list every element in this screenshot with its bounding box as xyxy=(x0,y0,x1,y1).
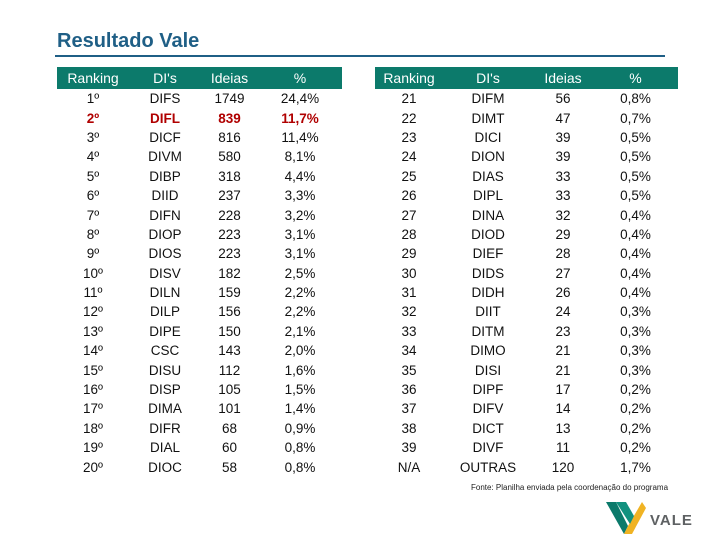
ideias-cell: 33 xyxy=(555,168,571,184)
percent-cell: 3,1% xyxy=(284,226,316,242)
di-cell: DIFM xyxy=(471,91,505,107)
ranking-cell: 4º xyxy=(86,149,100,165)
percent-cell: 3,1% xyxy=(284,246,316,262)
ideias-cell: 47 xyxy=(555,110,571,126)
ideias-cell: 182 xyxy=(218,265,241,281)
ideias-cell: 23 xyxy=(555,323,571,339)
ideias-cell: 56 xyxy=(555,91,571,107)
table-row xyxy=(375,302,678,321)
ranking-cell: 1º xyxy=(86,91,100,107)
table-row xyxy=(375,438,678,457)
ranking-cell: 38 xyxy=(401,420,417,436)
ranking-cell: 19º xyxy=(83,440,103,456)
percent-cell: 2,5% xyxy=(284,265,316,281)
di-cell: DIIT xyxy=(475,304,501,320)
table-row xyxy=(375,264,678,283)
percent-cell: 0,7% xyxy=(620,110,651,126)
percent-cell: 3,2% xyxy=(284,207,316,223)
ideias-cell: 101 xyxy=(218,401,241,417)
percent-cell: 0,3% xyxy=(620,323,651,339)
percent-cell: 24,4% xyxy=(280,91,320,107)
header-percent: % xyxy=(258,67,342,89)
table-row xyxy=(57,244,342,263)
ranking-cell: 14º xyxy=(83,343,103,359)
page-title: Resultado Vale xyxy=(57,30,200,52)
ranking-cell: 16º xyxy=(83,382,103,398)
ideias-cell: 17 xyxy=(555,382,571,398)
di-cell: DIDH xyxy=(471,285,505,301)
ideias-cell: 39 xyxy=(555,149,571,165)
table-row xyxy=(57,302,342,321)
percent-cell: 1,5% xyxy=(284,382,316,398)
ideias-cell: 26 xyxy=(555,285,571,301)
di-cell: CSC xyxy=(150,343,180,359)
percent-cell: 0,5% xyxy=(620,188,651,204)
ranking-cell: 12º xyxy=(83,304,103,320)
percent-cell: 1,7% xyxy=(620,459,651,475)
percent-cell: 0,5% xyxy=(620,129,651,145)
table-row xyxy=(57,225,342,244)
di-cell: DIMT xyxy=(471,110,505,126)
header-ranking: Ranking xyxy=(375,67,443,89)
di-cell: DIPF xyxy=(472,382,504,398)
di-cell: DIMO xyxy=(470,343,506,359)
header-ideias: Ideias xyxy=(533,67,593,89)
ranking-cell: 27 xyxy=(401,207,417,223)
table-row xyxy=(57,89,342,108)
ranking-cell: 30 xyxy=(401,265,417,281)
header-ranking: Ranking xyxy=(57,67,129,89)
table-row xyxy=(57,264,342,283)
percent-cell: 0,4% xyxy=(620,246,651,262)
table-row xyxy=(57,186,342,205)
header-dis: DI's xyxy=(129,67,201,89)
ranking-cell: 26 xyxy=(401,188,417,204)
ranking-cell: 35 xyxy=(401,362,417,378)
percent-cell: 2,0% xyxy=(284,343,316,359)
di-cell: DIBP xyxy=(149,168,181,184)
table-row xyxy=(57,419,342,438)
ranking-cell: 8º xyxy=(86,226,100,242)
di-cell: DIMA xyxy=(148,401,182,417)
ranking-table-left xyxy=(57,67,342,477)
table-header-row xyxy=(57,67,342,89)
ideias-cell: 11 xyxy=(555,440,570,456)
percent-cell: 8,1% xyxy=(284,149,316,165)
table-row xyxy=(375,147,678,166)
table-row xyxy=(375,360,678,379)
ideias-cell: 21 xyxy=(555,362,571,378)
di-cell: DILN xyxy=(149,285,181,301)
vale-logo-text: VALE xyxy=(650,512,693,529)
percent-cell: 0,4% xyxy=(620,226,651,242)
ideias-cell: 68 xyxy=(221,420,238,436)
table-row xyxy=(375,225,678,244)
di-cell: DISU xyxy=(148,362,182,378)
table-row xyxy=(375,283,678,302)
percent-cell: 0,5% xyxy=(620,168,651,184)
ideias-cell: 29 xyxy=(555,226,571,242)
ranking-cell: 25 xyxy=(401,168,417,184)
di-cell: DIPL xyxy=(472,188,503,204)
ranking-cell: 34 xyxy=(401,343,417,359)
ideias-cell: 223 xyxy=(218,226,241,242)
ideias-cell: 60 xyxy=(221,440,238,456)
di-cell: DIAS xyxy=(472,168,504,184)
table-row xyxy=(375,186,678,205)
di-cell: DIFV xyxy=(472,401,504,417)
ideias-cell: 223 xyxy=(218,246,241,262)
ranking-cell: 33 xyxy=(401,323,417,339)
di-cell: DIDS xyxy=(471,265,505,281)
ranking-cell: 9º xyxy=(86,246,100,262)
di-cell: DISP xyxy=(149,382,181,398)
ideias-cell: 33 xyxy=(555,188,571,204)
ranking-cell: 2º xyxy=(86,110,100,126)
ranking-cell: N/A xyxy=(397,459,421,475)
ideias-cell: 228 xyxy=(218,207,241,223)
di-cell: DIEF xyxy=(472,246,504,262)
table-row xyxy=(375,128,678,147)
percent-cell: 4,4% xyxy=(284,168,316,184)
ranking-cell: 37 xyxy=(401,401,417,417)
ideias-cell: 580 xyxy=(218,149,241,165)
percent-cell: 2,1% xyxy=(284,323,316,339)
ranking-cell: 28 xyxy=(401,226,417,242)
ideias-cell: 318 xyxy=(218,168,241,184)
percent-cell: 0,5% xyxy=(620,149,651,165)
ideias-cell: 28 xyxy=(555,246,571,262)
percent-cell: 0,2% xyxy=(620,440,651,456)
ideias-cell: 13 xyxy=(555,420,571,436)
header-percent: % xyxy=(593,67,678,89)
ideias-cell: 120 xyxy=(551,459,575,475)
ranking-cell: 22 xyxy=(401,110,417,126)
percent-cell: 0,9% xyxy=(284,420,316,436)
table-row xyxy=(375,244,678,263)
percent-cell: 0,2% xyxy=(620,401,651,417)
table-row xyxy=(57,380,342,399)
ideias-cell: 159 xyxy=(218,285,241,301)
ranking-cell: 39 xyxy=(401,440,417,456)
table-row xyxy=(57,322,342,341)
ideias-cell: 27 xyxy=(555,265,571,281)
ideias-cell: 14 xyxy=(555,401,571,417)
percent-cell: 2,2% xyxy=(284,285,316,301)
di-cell: DICF xyxy=(149,129,181,145)
percent-cell: 0,3% xyxy=(620,304,651,320)
di-cell: DION xyxy=(471,149,505,165)
di-cell: OUTRAS xyxy=(459,459,517,475)
ranking-cell: 24 xyxy=(401,149,417,165)
ideias-cell: 237 xyxy=(218,188,241,204)
di-cell: DIID xyxy=(151,188,179,204)
ranking-table-right xyxy=(375,67,678,477)
source-footnote: Fonte: Planilha enviada pela coordenação do programa xyxy=(471,483,669,492)
ranking-cell: 7º xyxy=(86,207,100,223)
ranking-cell: 21 xyxy=(401,91,417,107)
di-cell: DIVF xyxy=(472,440,504,456)
di-cell: DIFN xyxy=(149,207,181,223)
di-cell: DIFS xyxy=(149,91,181,107)
table-row xyxy=(375,89,678,108)
ideias-cell: 839 xyxy=(218,110,241,126)
ranking-cell: 29 xyxy=(401,246,417,262)
ideias-cell: 816 xyxy=(218,129,241,145)
percent-cell: 11,7% xyxy=(281,110,319,126)
table-row xyxy=(57,283,342,302)
header-ideias: Ideias xyxy=(201,67,258,89)
header-dis: DI's xyxy=(443,67,533,89)
percent-cell: 11,4% xyxy=(281,129,319,145)
table-row xyxy=(57,108,342,127)
table-row xyxy=(57,167,342,186)
percent-cell: 1,6% xyxy=(284,362,316,378)
percent-cell: 0,8% xyxy=(620,91,651,107)
di-cell: DISI xyxy=(474,362,502,378)
percent-cell: 0,8% xyxy=(284,459,316,475)
ranking-cell: 17º xyxy=(83,401,103,417)
ranking-cell: 31 xyxy=(401,285,417,301)
di-cell: DIPE xyxy=(149,323,181,339)
ranking-cell: 20º xyxy=(83,459,103,475)
ideias-cell: 24 xyxy=(555,304,571,320)
di-cell: DINA xyxy=(471,207,505,223)
ideias-cell: 105 xyxy=(218,382,241,398)
ranking-cell: 32 xyxy=(401,304,417,320)
percent-cell: 0,4% xyxy=(620,265,651,281)
di-cell: DITM xyxy=(471,323,505,339)
ranking-cell: 36 xyxy=(401,382,417,398)
di-cell: DIOS xyxy=(148,246,182,262)
ideias-cell: 21 xyxy=(555,343,571,359)
ideias-cell: 112 xyxy=(218,362,241,378)
percent-cell: 0,2% xyxy=(620,382,651,398)
table-row xyxy=(57,360,342,379)
percent-cell: 0,2% xyxy=(620,420,651,436)
table-row xyxy=(57,457,342,476)
di-cell: DICI xyxy=(474,129,502,145)
di-cell: DIOD xyxy=(471,226,505,242)
table-row xyxy=(375,419,678,438)
ideias-cell: 58 xyxy=(221,459,238,475)
di-cell: DIAL xyxy=(149,440,180,456)
table-row xyxy=(375,380,678,399)
table-row xyxy=(375,399,678,418)
di-cell: DILP xyxy=(149,304,180,320)
table-row xyxy=(57,399,342,418)
ideias-cell: 1749 xyxy=(214,91,245,107)
ranking-cell: 23 xyxy=(401,129,417,145)
table-row xyxy=(375,205,678,224)
table-row xyxy=(57,341,342,360)
ranking-cell: 11º xyxy=(83,285,103,301)
di-cell: DISV xyxy=(149,265,181,281)
table-row xyxy=(375,322,678,341)
ideias-cell: 156 xyxy=(218,304,241,320)
ranking-cell: 13º xyxy=(83,323,103,339)
table-row xyxy=(375,167,678,186)
table-row xyxy=(375,457,678,476)
table-row xyxy=(57,205,342,224)
percent-cell: 0,4% xyxy=(620,207,651,223)
ranking-cell: 15º xyxy=(83,362,103,378)
ranking-cell: 6º xyxy=(86,188,100,204)
percent-cell: 0,8% xyxy=(284,440,316,456)
table-row xyxy=(57,128,342,147)
ranking-cell: 3º xyxy=(86,129,100,145)
ideias-cell: 143 xyxy=(218,343,241,359)
ideias-cell: 150 xyxy=(218,323,241,339)
ranking-cell: 18º xyxy=(83,420,103,436)
di-cell: DIFR xyxy=(149,420,181,436)
title-divider xyxy=(55,55,665,57)
percent-cell: 2,2% xyxy=(284,304,316,320)
percent-cell: 1,4% xyxy=(284,401,316,417)
table-row xyxy=(375,108,678,127)
table-row xyxy=(57,438,342,457)
ranking-cell: 10º xyxy=(83,265,103,281)
percent-cell: 0,3% xyxy=(620,343,651,359)
di-cell: DIOC xyxy=(148,459,182,475)
table-row xyxy=(375,341,678,360)
ranking-cell: 5º xyxy=(86,168,100,184)
di-cell: DICT xyxy=(472,420,504,436)
di-cell: DIFL xyxy=(150,110,180,126)
ideias-cell: 32 xyxy=(555,207,571,223)
di-cell: DIVM xyxy=(148,149,182,165)
table-row xyxy=(57,147,342,166)
percent-cell: 0,4% xyxy=(620,285,651,301)
table-header-row xyxy=(375,67,678,89)
percent-cell: 3,3% xyxy=(284,188,316,204)
ideias-cell: 39 xyxy=(555,129,571,145)
percent-cell: 0,3% xyxy=(620,362,651,378)
di-cell: DIOP xyxy=(148,226,182,242)
